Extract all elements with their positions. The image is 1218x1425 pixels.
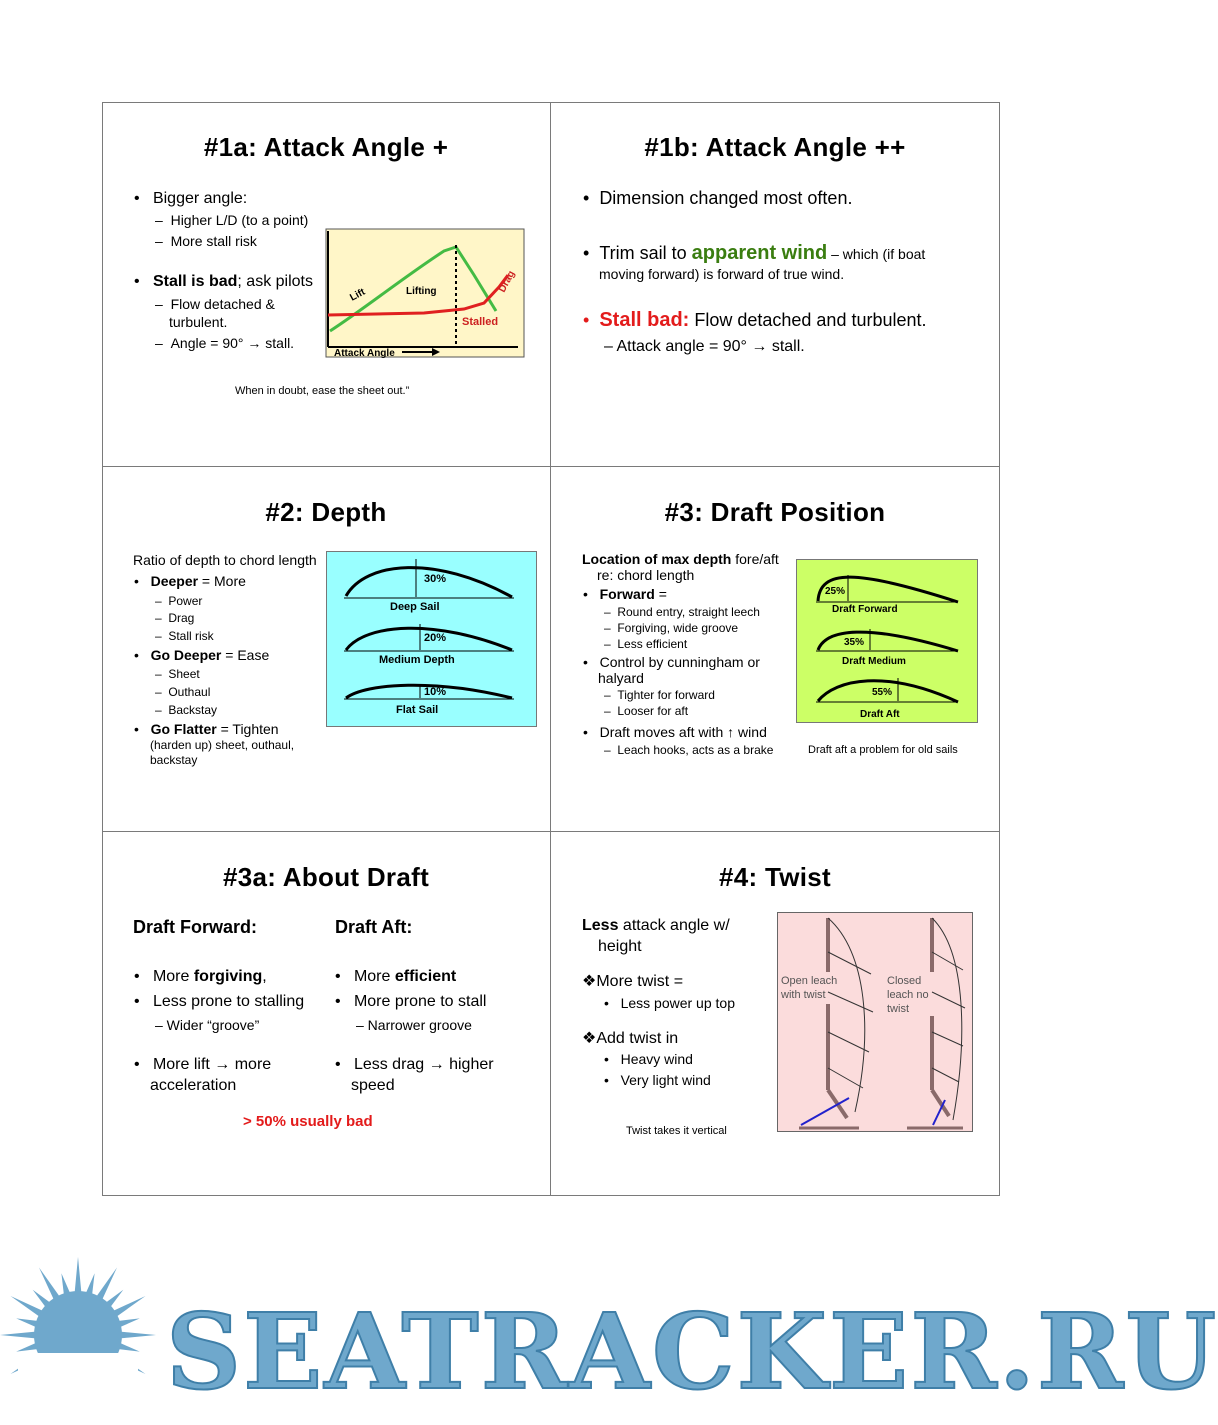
bullet: • Stall is bad; ask pilots xyxy=(134,273,313,290)
slide-title: #2: Depth xyxy=(265,497,387,527)
sub-bullet: – Attack angle = 90° → stall. xyxy=(604,338,805,355)
slide-1b xyxy=(551,102,999,466)
svg-text:30%: 30% xyxy=(424,573,447,585)
sun-ray xyxy=(118,1331,156,1338)
bullet: • Forward = xyxy=(583,586,667,602)
bullet: • Draft moves aft with ↑ wind xyxy=(583,724,767,740)
slide-4 xyxy=(551,832,999,1196)
bullet: • More efficient xyxy=(335,968,457,985)
intro-text: Location of max depth fore/aft xyxy=(582,551,779,567)
caption: When in doubt, ease the sheet out.” xyxy=(235,385,410,397)
bullet-cont: speed xyxy=(351,1077,395,1094)
sub-bullet: – Flow detached & xyxy=(155,296,275,312)
svg-text:Closed: Closed xyxy=(887,975,922,987)
svg-text:Draft Forward: Draft Forward xyxy=(832,604,898,615)
bullet: • Stall bad: Flow detached and turbulent. xyxy=(583,309,927,331)
bullet: • Go Flatter = Tighten xyxy=(134,721,279,737)
bullet-cont: halyard xyxy=(598,670,644,686)
sun-icon xyxy=(0,1257,156,1413)
svg-text:Medium Depth: Medium Depth xyxy=(379,654,455,666)
caption: Twist takes it vertical xyxy=(626,1125,727,1137)
sub-bullet: – Sheet xyxy=(155,667,200,681)
intro-text-cont: re: chord length xyxy=(597,567,695,583)
svg-text:Deep Sail: Deep Sail xyxy=(390,601,440,613)
svg-text:Draft Medium: Draft Medium xyxy=(842,656,906,667)
diamond-bullet: ❖More twist = xyxy=(582,973,684,990)
sub-bullet: – Round entry, straight leech xyxy=(604,605,760,619)
sub-bullet: – Wider “groove” xyxy=(155,1017,260,1033)
bullet: • Deeper = More xyxy=(134,573,246,589)
sub-bullet: – Less efficient xyxy=(604,637,688,651)
slide-title: #3a: About Draft xyxy=(222,862,430,892)
svg-text:twist: twist xyxy=(887,1003,909,1015)
svg-text:10%: 10% xyxy=(424,686,447,698)
chart-label-x-axis: Attack Angle xyxy=(334,348,395,359)
warning-note: > 50% usually bad xyxy=(243,1113,373,1130)
bullet-cont: moving forward) is forward of true wind. xyxy=(599,266,845,282)
bullet: • More prone to stall xyxy=(335,993,487,1010)
slide-title: #3: Draft Position xyxy=(664,497,886,527)
svg-text:leach no: leach no xyxy=(887,989,929,1001)
slide-title: #1a: Attack Angle + xyxy=(203,132,449,162)
sub-bullet: – Angle = 90° → stall. xyxy=(155,335,295,351)
sub-bullet: – Outhaul xyxy=(155,685,211,699)
bullet: • More forgiving, xyxy=(134,968,267,985)
slide-title: #1b: Attack Angle ++ xyxy=(644,132,906,162)
sub-bullet: – Forgiving, wide groove xyxy=(604,621,739,635)
sub-bullet: – Backstay xyxy=(155,703,218,717)
diamond-bullet-icon: ❖ xyxy=(582,1030,597,1047)
svg-text:25%: 25% xyxy=(825,586,846,597)
sub-bullet: • Less power up top xyxy=(604,995,735,1011)
sub-bullet: • Very light wind xyxy=(604,1072,711,1088)
bullet: • Less drag → higher xyxy=(335,1056,494,1073)
sail-twist-figure xyxy=(777,912,973,1132)
bullet: • Less prone to stalling xyxy=(134,993,305,1010)
svg-text:Draft Aft: Draft Aft xyxy=(860,709,900,720)
svg-text:55%: 55% xyxy=(872,687,893,698)
lift-drag-chart xyxy=(324,227,528,361)
intro-text-cont: height xyxy=(598,938,642,955)
caption: Draft aft a problem for old sails xyxy=(808,744,958,756)
intro-text: Ratio of depth to chord length xyxy=(133,552,317,568)
sub-bullet: • Heavy wind xyxy=(604,1051,693,1067)
sub-bullet: – Tighter for forward xyxy=(604,688,715,702)
diamond-bullet-icon: ❖ xyxy=(582,973,597,990)
bullet: • Trim sail to apparent wind – which (if boat xyxy=(583,242,926,264)
bullet: • Dimension changed most often. xyxy=(583,188,853,208)
sub-bullet: – Drag xyxy=(155,611,195,625)
sub-bullet: – Power xyxy=(155,594,203,608)
draft-position-figure xyxy=(796,559,978,723)
bullet-cont: acceleration xyxy=(150,1077,237,1094)
svg-text:Flat Sail: Flat Sail xyxy=(396,704,439,716)
sub-bullet: – Narrower groove xyxy=(356,1017,472,1033)
svg-text:Open leach: Open leach xyxy=(781,975,838,987)
sub-bullet: – Stall risk xyxy=(155,629,214,643)
sub-bullet: – More stall risk xyxy=(155,233,257,249)
bullet-cont: backstay xyxy=(150,753,198,767)
slide-3 xyxy=(551,467,999,831)
sub-bullet-cont: turbulent. xyxy=(169,314,228,330)
sub-bullet: – Looser for aft xyxy=(604,704,689,718)
bullet: • Bigger angle: xyxy=(134,190,248,207)
svg-text:35%: 35% xyxy=(844,637,865,648)
chart-label-drag: Drag xyxy=(496,269,518,295)
bullet: • Go Deeper = Ease xyxy=(134,647,270,663)
bullet: • Control by cunningham or xyxy=(583,654,760,670)
column-heading-right: Draft Aft: xyxy=(335,917,413,937)
watermark-text: SEATRACKER.RU xyxy=(166,1290,1218,1413)
sun-ray xyxy=(74,1257,81,1295)
slide-1a xyxy=(102,102,550,466)
svg-text:20%: 20% xyxy=(424,632,447,644)
svg-text:with twist: with twist xyxy=(781,989,826,1001)
slide-title: #4: Twist xyxy=(718,862,832,892)
sail-depth-figure xyxy=(326,551,537,727)
chart-label-lifting: Lifting xyxy=(406,286,437,297)
bullet: • More lift → more xyxy=(134,1056,272,1073)
chart-label-lift: Lift xyxy=(348,286,368,304)
column-heading-left: Draft Forward: xyxy=(133,917,258,937)
slide-3a xyxy=(102,832,550,1196)
bullet-cont: (harden up) sheet, outhaul, xyxy=(150,738,295,752)
slide-2 xyxy=(102,467,550,831)
sun-ray xyxy=(0,1331,38,1338)
diamond-bullet: ❖Add twist in xyxy=(582,1030,679,1047)
sub-bullet: – Leach hooks, acts as a brake xyxy=(604,743,774,757)
sub-bullet: – Higher L/D (to a point) xyxy=(155,212,309,228)
chart-label-stalled: Stalled xyxy=(462,316,499,328)
intro-text: Less attack angle w/ xyxy=(582,917,730,934)
